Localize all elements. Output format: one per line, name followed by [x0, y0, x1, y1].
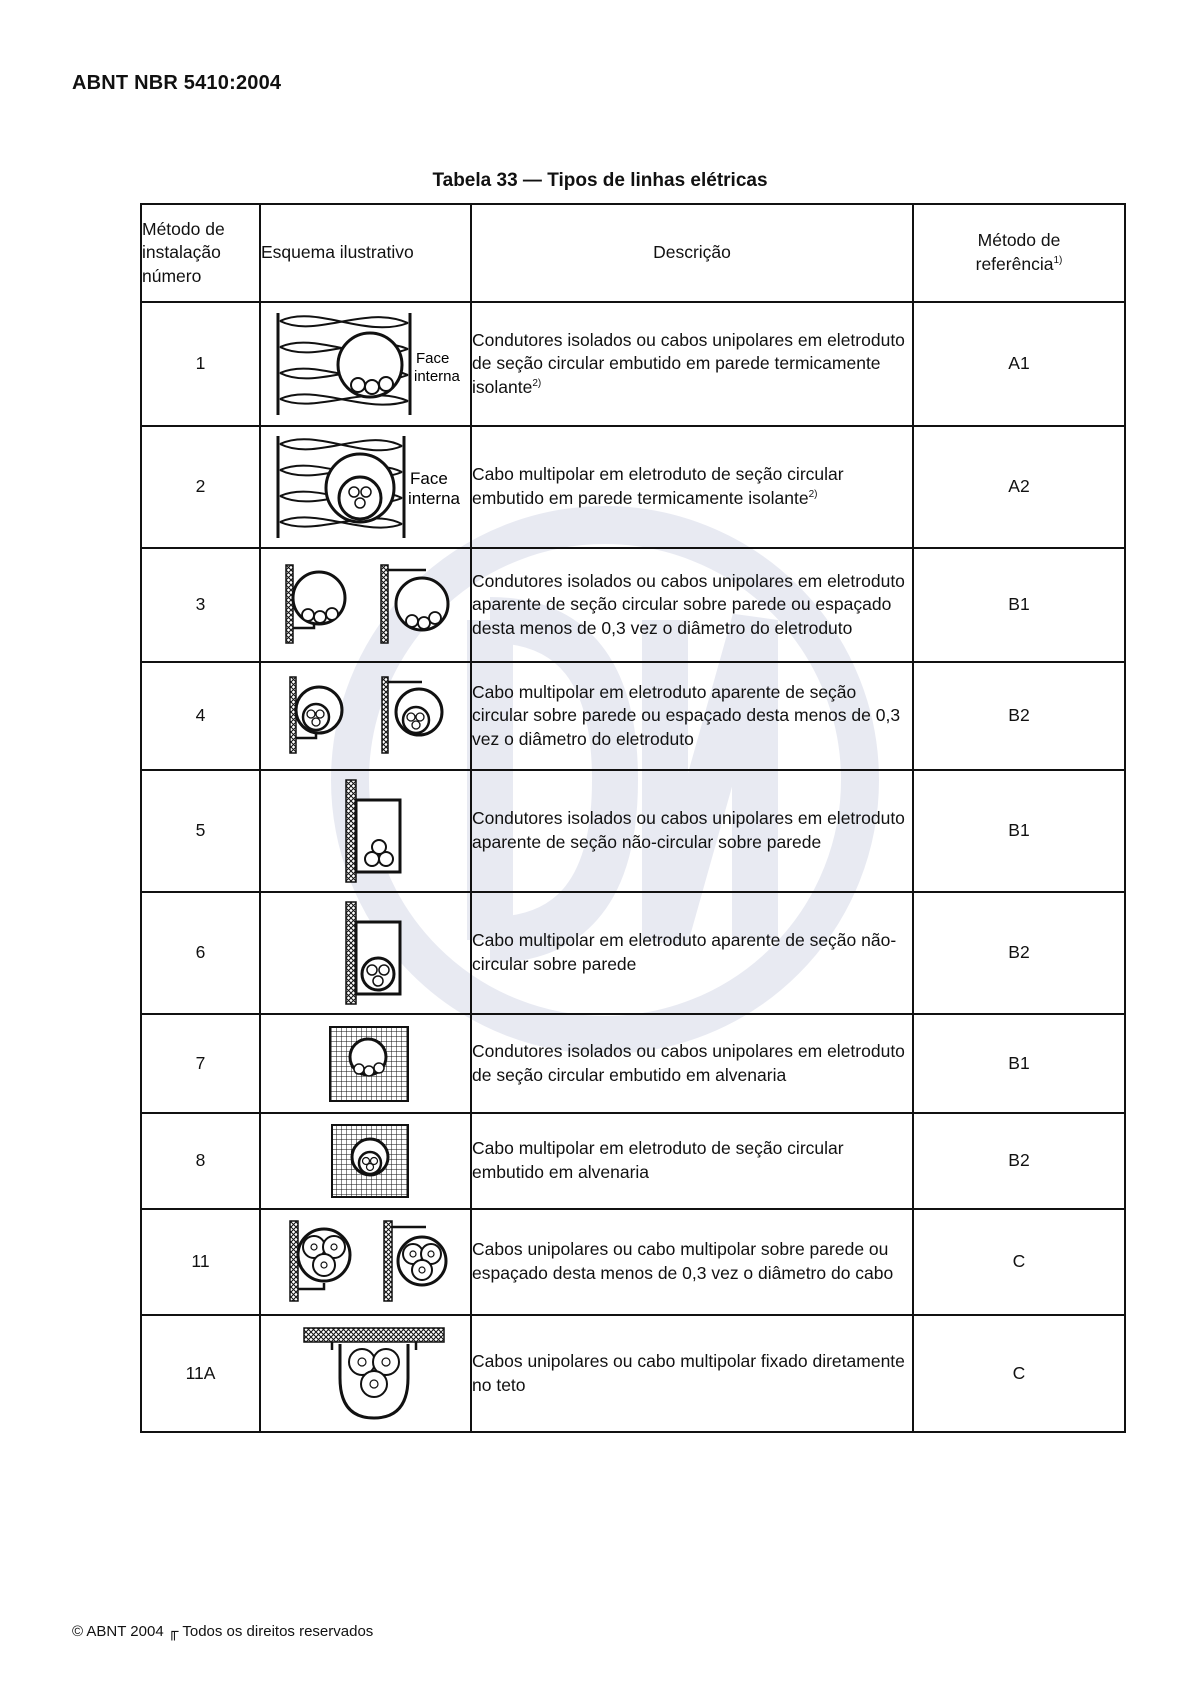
- table-row: [141, 1209, 1125, 1315]
- thermal-wall-multipolar-cable-icon: [266, 432, 466, 542]
- table-row: [141, 548, 1125, 662]
- table-row: [141, 662, 1125, 770]
- table-row: [141, 302, 1125, 426]
- method-number: 11A: [141, 1315, 260, 1432]
- table-row: [141, 1113, 1125, 1209]
- row-description: Cabo multipolar em eletroduto aparente de seção circular sobre parede ou espaçado desta menos de 0,3 vez o diâmetro do eletroduto: [471, 662, 913, 770]
- method-number: 6: [141, 892, 260, 1014]
- rectangular-duct-multipolar-cable-icon: [266, 898, 466, 1008]
- svg-text:interna: interna: [407, 489, 460, 508]
- installation-methods-table: [140, 203, 1126, 1433]
- header-description: Descrição: [471, 204, 913, 302]
- reference-method: A1: [913, 302, 1125, 426]
- row-description: Condutores isolados ou cabos unipolares em eletroduto de seção circular embutido em alvenaria: [471, 1014, 913, 1113]
- reference-method: B2: [913, 1113, 1125, 1209]
- method-number: 5: [141, 770, 260, 892]
- method-number: 7: [141, 1014, 260, 1113]
- method-number: 8: [141, 1113, 260, 1209]
- reference-method: A2: [913, 426, 1125, 548]
- row-description: Cabo multipolar em eletroduto de seção circular embutido em alvenaria: [471, 1113, 913, 1209]
- reference-method: C: [913, 1209, 1125, 1315]
- method-number: 1: [141, 302, 260, 426]
- reference-method: B1: [913, 548, 1125, 662]
- rectangular-duct-single-conductors-icon: [266, 776, 466, 886]
- reference-method: B2: [913, 662, 1125, 770]
- document-header: ABNT NBR 5410:2004: [72, 72, 282, 94]
- reference-method: B1: [913, 1014, 1125, 1113]
- row-description: Condutores isolados ou cabos unipolares em eletroduto aparente de seção não-circular sobre parede: [471, 770, 913, 892]
- table-row: [141, 1315, 1125, 1432]
- reference-method: C: [913, 1315, 1125, 1432]
- table-row: [141, 770, 1125, 892]
- method-number: 11: [141, 1209, 260, 1315]
- thermal-wall-single-conductors-icon: [266, 309, 466, 419]
- table-title: Tabela 33 — Tipos de linhas elétricas: [432, 170, 768, 191]
- masonry-conduit-single-conductors-icon: [266, 1021, 466, 1107]
- svg-text:interna: interna: [413, 368, 460, 385]
- masonry-conduit-multipolar-cable-icon: [266, 1119, 466, 1203]
- row-description: Condutores isolados ou cabos unipolares em eletroduto aparente de seção circular sobre parede ou espaçado desta menos de 0,3 vez o diâmetro do eletroduto: [471, 548, 913, 662]
- table-row: [141, 892, 1125, 1014]
- cables-on-wall-icon: [266, 1217, 466, 1307]
- row-description: Cabo multipolar em eletroduto aparente de seção não-circular sobre parede: [471, 892, 913, 1014]
- cables-on-ceiling-icon: [266, 1322, 466, 1426]
- row-description: Condutores isolados ou cabos unipolares em eletroduto de seção circular embutido em parede termicamente isolante$^{2)}$: [471, 302, 913, 426]
- table-row: [141, 1014, 1125, 1113]
- table-row: [141, 426, 1125, 548]
- row-description: Cabo multipolar em eletroduto de seção circular embutido em parede termicamente isolante$^{2)}$: [471, 426, 913, 548]
- method-number: 4: [141, 662, 260, 770]
- row-description: Cabos unipolares ou cabo multipolar fixado diretamente no teto: [471, 1315, 913, 1432]
- header-scheme: Esquema ilustrativo: [260, 204, 471, 302]
- row-description: Cabos unipolares ou cabo multipolar sobre parede ou espaçado desta menos de 0,3 vez o diâmetro do cabo: [471, 1209, 913, 1315]
- svg-text:Face: Face: [415, 350, 449, 367]
- method-number: 2: [141, 426, 260, 548]
- table-header-row: [141, 204, 1125, 302]
- reference-method: B2: [913, 892, 1125, 1014]
- header-reference-method: Método de referência$^{1)}$: [913, 204, 1125, 302]
- reference-method: B1: [913, 770, 1125, 892]
- header-method-number: Método de instalação número: [141, 204, 260, 302]
- surface-conduit-multipolar-cable-icon: [266, 672, 466, 760]
- svg-text:Face: Face: [409, 469, 448, 488]
- copyright-footer: © ABNT 2004 ╓ Todos os direitos reservados: [72, 1623, 374, 1640]
- method-number: 3: [141, 548, 260, 662]
- surface-conduit-single-conductors-icon: [266, 560, 466, 650]
